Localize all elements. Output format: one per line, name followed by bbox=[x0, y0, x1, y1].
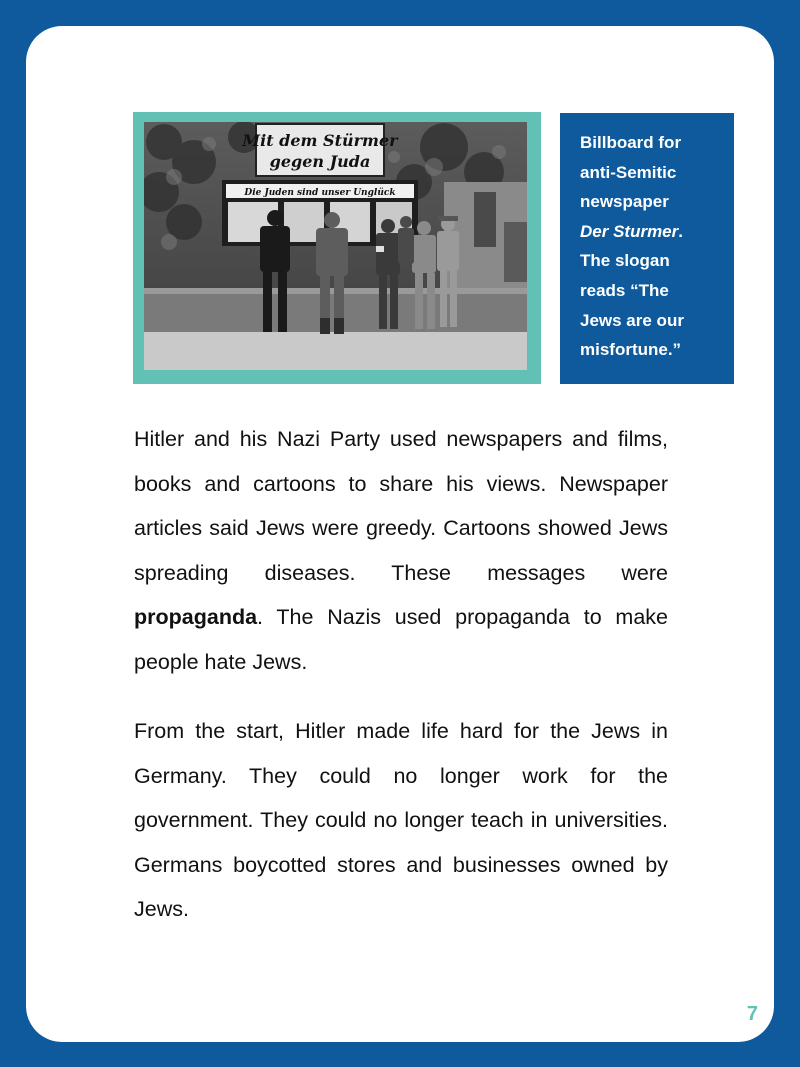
caption-line: Billboard for bbox=[580, 133, 682, 152]
paragraph-restrictions: From the start, Hitler made life hard for the Jews in Germany. They could no longer work for the government. They could no longer teach in universities. Germans boycotted stores and businesses owned by Jews. bbox=[134, 719, 668, 922]
caption-line bbox=[580, 217, 724, 247]
caption-line: newspaper bbox=[580, 192, 669, 212]
paragraph-propaganda bbox=[134, 417, 668, 685]
caption-line: The slogan bbox=[580, 251, 670, 271]
paragraph-text: Hitler and his Nazi Party used newspapers and films, books and cartoons to share his views. Newspaper articles said Jews were greedy. Cartoons showed Jews spreading diseases. These messages were bbox=[134, 427, 668, 585]
newspaper-name: Der Sturmer bbox=[580, 221, 679, 241]
billboard-photo bbox=[144, 122, 527, 370]
caption-line: Jews are our bbox=[580, 310, 684, 330]
paragraph-text: . The Nazis used propaganda to make people hate Jews. bbox=[134, 605, 668, 674]
photo-frame bbox=[133, 112, 541, 384]
caption-line: anti-Semitic bbox=[580, 162, 677, 182]
caption-line: misfortune.” bbox=[580, 340, 682, 360]
board-header: Die Juden sind unser Unglück bbox=[244, 188, 396, 198]
sign-line-2: gegen Juda bbox=[269, 152, 371, 171]
page-number: 7 bbox=[746, 1003, 758, 1025]
sign-line-1: Mit dem Stürmer bbox=[242, 131, 398, 150]
caption-line: reads “The bbox=[580, 280, 669, 300]
glossary-term-propaganda: propaganda bbox=[134, 605, 258, 630]
caption-period: . bbox=[678, 221, 683, 241]
page bbox=[26, 26, 774, 1042]
photo-caption bbox=[560, 113, 734, 384]
